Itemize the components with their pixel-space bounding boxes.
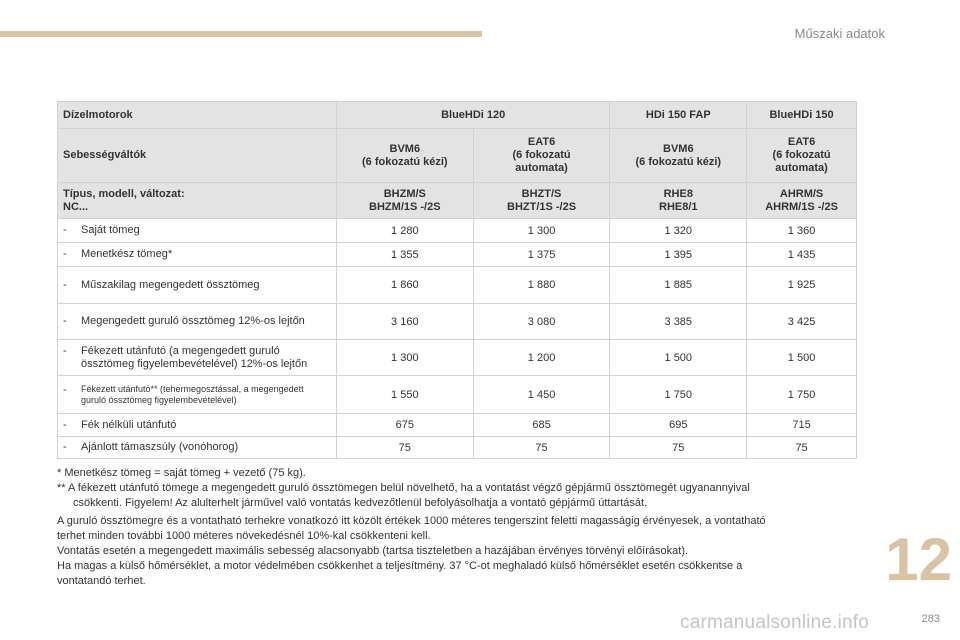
value-cell: 685: [473, 414, 610, 437]
footnote-1: * Menetkész tömeg = saját tömeg + vezető (75 kg).: [57, 467, 306, 479]
gearbox-cell: EAT6 (6 fokozatú automata): [473, 129, 610, 183]
row-dash: -: [63, 441, 67, 453]
note-altitude: A guruló össztömegre és a vontatható terhekre vonatkozó itt közölt értékek 1000 méteres tengerszint feletti magasságig érvényesek, a vontatható: [57, 515, 766, 527]
table-row: [58, 304, 857, 340]
row-label: Ajánlott támaszsúly (vonóhorog): [81, 441, 239, 453]
note-temperature: Ha magas a külső hőmérséklet, a motor védelmében csökkenhet a teljesítmény. 37 °C-ot meghaladó külső hőmérséklet esetén csökkentse a: [57, 560, 743, 572]
row-label: Saját tömeg: [81, 224, 140, 236]
engine-hdi150: HDi 150 FAP: [610, 102, 747, 129]
value-cell: 695: [610, 414, 747, 437]
value-cell: 1 395: [610, 243, 747, 267]
value-cell: 3 160: [336, 304, 473, 340]
table-row: [58, 437, 857, 459]
type-cell: RHE8 RHE8/1: [610, 183, 747, 219]
row-dash: -: [63, 278, 67, 291]
value-cell: 715: [747, 414, 857, 437]
engine-bluehdi120: BlueHDi 120: [336, 102, 609, 129]
row-dash: -: [63, 383, 67, 396]
value-cell: 3 080: [473, 304, 610, 340]
type-label: Típus, modell, változat: NC...: [58, 183, 337, 219]
footnote-2-cont: csökkenti. Figyelem! Az alulterhelt járművel való vontatás kedvezőtlenül befolyásolhatja a vontató gépjármű úttartását.: [73, 497, 648, 509]
row-dash: -: [63, 248, 67, 260]
type-cell: AHRM/S AHRM/1S -/2S: [747, 183, 857, 219]
value-cell: 1 500: [747, 340, 857, 376]
gearbox-label: Sebességváltók: [58, 129, 337, 183]
table-row: [58, 340, 857, 376]
value-cell: 1 435: [747, 243, 857, 267]
value-cell: 1 750: [747, 376, 857, 414]
engine-header-row: [58, 102, 857, 129]
value-cell: 1 360: [747, 219, 857, 243]
header-accent-bar: [0, 31, 482, 37]
row-dash: -: [63, 418, 67, 431]
notes-block: [57, 466, 897, 589]
value-cell: 1 500: [610, 340, 747, 376]
value-cell: 1 355: [336, 243, 473, 267]
gearbox-cell: EAT6 (6 fokozatú automata): [747, 129, 857, 183]
value-cell: 1 860: [336, 267, 473, 304]
value-cell: 1 300: [473, 219, 610, 243]
type-row: [58, 183, 857, 219]
value-cell: 3 425: [747, 304, 857, 340]
row-dash: -: [63, 315, 67, 327]
gearbox-cell: BVM6 (6 fokozatú kézi): [610, 129, 747, 183]
note-temperature-cont: vontatandó terhet.: [57, 575, 146, 587]
row-dash: -: [63, 344, 67, 357]
value-cell: 1 880: [473, 267, 610, 304]
gearbox-row: [58, 129, 857, 183]
value-cell: 675: [336, 414, 473, 437]
value-cell: 1 320: [610, 219, 747, 243]
value-cell: 75: [336, 437, 473, 459]
note-altitude-cont: terhet minden további 1000 méteres növekedésnél 10%-kal csökkenteni kell.: [57, 530, 431, 542]
row-label: Fékezett utánfutó** (tehermegosztással, a megengedett guruló össztömeg figyelembevételével): [81, 383, 304, 405]
chapter-number: 12: [885, 526, 952, 593]
section-title: Műszaki adatok: [794, 26, 885, 41]
value-cell: 75: [610, 437, 747, 459]
page-number: 283: [921, 613, 940, 625]
type-cell: BHZT/S BHZT/1S -/2S: [473, 183, 610, 219]
footnote-2: ** A fékezett utánfutó tömege a megengedett guruló össztömegen belül növelhető, ha a vontatást végző gépjármű össztömegét ugyanannyival: [57, 482, 750, 494]
value-cell: 1 750: [610, 376, 747, 414]
value-cell: 1 300: [336, 340, 473, 376]
watermark: carmanualsonline.info: [680, 612, 870, 633]
row-label: Fék nélküli utánfutó: [81, 418, 177, 431]
row-label: Fékezett utánfutó (a megengedett guruló össztömeg figyelembevételével) 12%-os lejtőn: [81, 344, 308, 370]
type-cell: BHZM/S BHZM/1S -/2S: [336, 183, 473, 219]
value-cell: 75: [473, 437, 610, 459]
row-label: Műszakilag megengedett össztömeg: [81, 278, 260, 291]
weights-table: [57, 101, 857, 459]
table-row: [58, 267, 857, 304]
gearbox-cell: BVM6 (6 fokozatú kézi): [336, 129, 473, 183]
table-row: [58, 414, 857, 437]
value-cell: 1 885: [610, 267, 747, 304]
value-cell: 1 200: [473, 340, 610, 376]
value-cell: 75: [747, 437, 857, 459]
value-cell: 1 550: [336, 376, 473, 414]
value-cell: 1 925: [747, 267, 857, 304]
value-cell: 1 280: [336, 219, 473, 243]
row-label: Megengedett guruló össztömeg 12%-os lejtőn: [81, 315, 305, 327]
engine-bluehdi150: BlueHDi 150: [747, 102, 857, 129]
value-cell: 1 450: [473, 376, 610, 414]
note-speed: Vontatás esetén a megengedett maximális sebesség alacsonyabb (tartsa tiszteletben a hazájában érvényes törvényi előírásokat).: [57, 545, 689, 557]
value-cell: 3 385: [610, 304, 747, 340]
table-row: [58, 243, 857, 267]
table-row: [58, 219, 857, 243]
table-row: [58, 376, 857, 414]
engine-header-label: Dízelmotorok: [58, 102, 337, 129]
value-cell: 1 375: [473, 243, 610, 267]
row-label: Menetkész tömeg*: [81, 248, 173, 260]
row-dash: -: [63, 224, 67, 236]
